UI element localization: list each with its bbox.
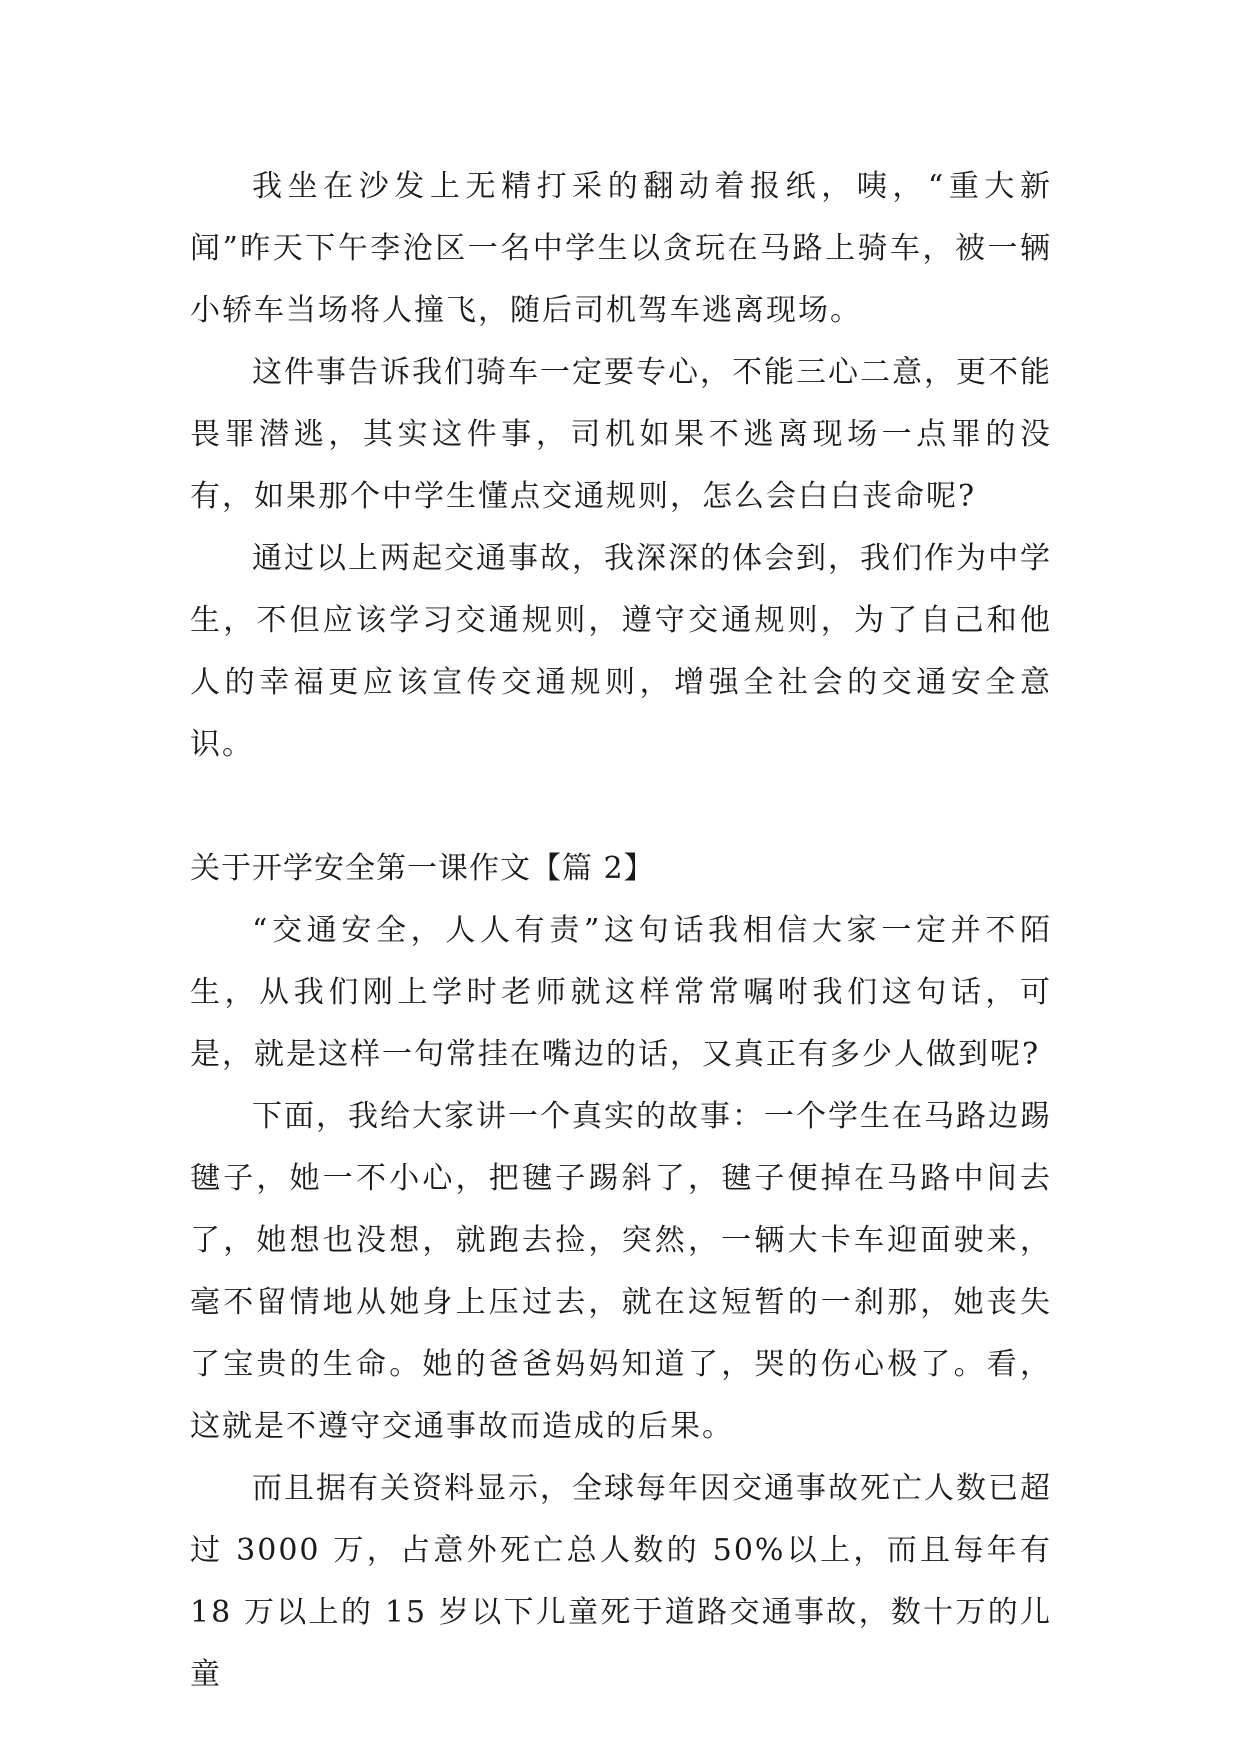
document-body [190, 156, 1052, 1706]
paragraph-statistics: 而且据有关资料显示，全球每年因交通事故死亡人数已超过 3000 万，占意外死亡总人数的 50%以上，而且每年有 18 万以上的 15 岁以下儿童死于道路交通事故，数十万的儿童 [190, 1471, 1052, 1692]
paragraph-lesson-cycling: 这件事告诉我们骑车一定要专心，不能三心二意，更不能畏罪潜逃，其实这件事，司机如果不逃离现场一点罪的没有，如果那个中学生懂点交通规则，怎么会白白丧命呢? [190, 355, 1052, 514]
paragraph-shuttlecock-story: 下面，我给大家讲一个真实的故事：一个学生在马路边踢毽子，她一不小心，把毽子踢斜了，毽子便掉在马路中间去了，她想也没想，就跑去捡，突然，一辆大卡车迎面驶来，毫不留情地从她身上压过去，就在这短暂的一刹那，她丧失了宝贵的生命。她的爸爸妈妈知道了，哭的伤心极了。看，这就是不遵守交通事故而造成的后果。 [190, 1099, 1052, 1444]
section-title: 关于开学安全第一课作文【篇 2】 [190, 851, 655, 886]
paragraph-conclusion: 通过以上两起交通事故，我深深的体会到，我们作为中学生，不但应该学习交通规则，遵守交通规则，为了自己和他人的幸福更应该宣传交通规则，增强全社会的交通安全意识。 [190, 541, 1052, 762]
paragraph-newspaper-story: 我坐在沙发上无精打采的翻动着报纸，咦，“重大新闻”昨天下午李沧区一名中学生以贪玩在马路上骑车，被一辆小轿车当场将人撞飞，随后司机驾车逃离现场。 [190, 169, 1052, 328]
paragraph-traffic-safety-intro: “交通安全，人人有责”这句话我相信大家一定并不陌生，从我们刚上学时老师就这样常常嘱咐我们这句话，可是，就是这样一句常挂在嘴边的话，又真正有多少人做到呢? [190, 913, 1052, 1072]
